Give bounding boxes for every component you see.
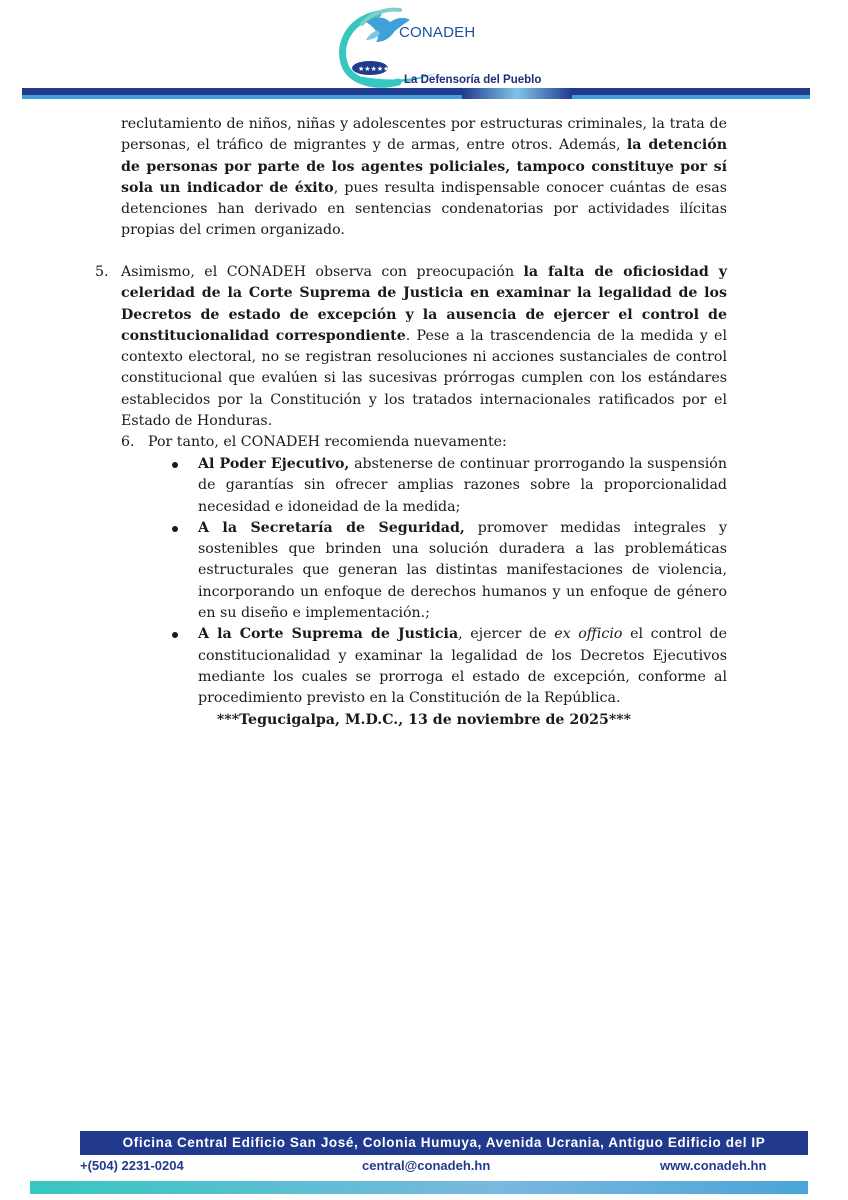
- svg-text:★★★★★: ★★★★★: [358, 65, 390, 73]
- continued-paragraph: [121, 114, 727, 242]
- recommendation-text: el control de constitucionalidad y examinar la legalidad de los Decretos Ejecutivos mediante los cuales se prorroga el estado de excepción, conforme al procedimiento previsto en la Constitución de la República.: [198, 626, 727, 707]
- footer-address: Oficina Central Edificio San José, Colonia Humuya, Avenida Ucrania, Antiguo Edificio del IP: [122, 1135, 766, 1150]
- list-item: [198, 624, 727, 709]
- recipient-label: Al Poder Ejecutivo,: [198, 456, 350, 472]
- recipient-label: A la Secretaría de Seguridad,: [198, 519, 465, 536]
- paragraph-bold-text: la falta de oficiosidad y celeridad de la Corte Suprema de Justicia en examinar la legalidad de los Decretos de estado de excepción y la ausencia de ejercer el control de constitucionalidad correspondiente: [121, 264, 727, 344]
- header-band-highlight: [462, 88, 572, 99]
- item-5-number: 5.: [95, 264, 109, 280]
- header-band-bottom: [22, 95, 810, 99]
- header-band: [22, 88, 810, 100]
- footer-email: central@conadeh.hn: [362, 1158, 491, 1173]
- closing-dateline: ***Tegucigalpa, M.D.C., 13 de noviembre de 2025***: [216, 712, 632, 728]
- logo-tagline: La Defensoría del Pueblo: [404, 74, 542, 86]
- logo-name: CONADEH: [399, 24, 476, 41]
- bullet-icon: [172, 526, 178, 532]
- footer-address-bar: [80, 1131, 808, 1155]
- recipient-label: A la Corte Suprema de Justicia: [198, 626, 459, 643]
- bullet-icon: [172, 462, 178, 468]
- paragraph-text: . Pese a la trascendencia de la medida y el contexto electoral, no se registran resoluciones ni acciones sustanciales de control constitucional que evalúen si las sucesivas prórrogas cumplen con los estándares establecidos por la Constitución y los tratados internacionales ratificados por el Estado de Honduras.: [121, 327, 727, 430]
- bullet-icon: [172, 632, 178, 638]
- paragraph-bold-text: la detención de personas por parte de los agentes policiales, tampoco constituye por sí sola un indicador de éxito: [121, 137, 728, 196]
- header-band-top: [22, 88, 810, 95]
- footer-website: www.conadeh.hn: [660, 1158, 767, 1173]
- recommendation-italic-text: ex officio: [554, 626, 623, 643]
- paragraph-text: Asimismo, el CONADEH observa con preocupación: [121, 264, 524, 280]
- item-5-paragraph: [121, 262, 727, 432]
- item-6-paragraph: Por tanto, el CONADEH recomienda nuevamente:: [148, 434, 507, 450]
- recommendation-text: promover medidas integrales y sostenibles que brinden una solución duradera a las problemáticas estructurales que generan las distintas manifestaciones de violencia, incorporando un enfoque de derechos humanos y un enfoque de género en su diseño e implementación.;: [198, 519, 728, 622]
- recommendation-text: abstenerse de continuar prorrogando la suspensión de garantías sin ofrecer amplias razones sobre la proporcionalidad necesidad e idoneidad de la medida;: [198, 456, 727, 515]
- list-item: [198, 518, 727, 624]
- recommendation-list: [198, 454, 727, 710]
- list-item: [198, 454, 727, 518]
- footer-phone: +(504) 2231-0204: [80, 1158, 184, 1173]
- footer-color-strip: [30, 1181, 808, 1194]
- item-6-number: 6.: [121, 434, 135, 450]
- recommendation-text: , ejercer de: [458, 626, 555, 643]
- paragraph-text: reclutamiento de niños, niñas y adolescentes por estructuras criminales, la trata de personas, el tráfico de migrantes y de armas, entre otros. Además,: [121, 116, 727, 154]
- paragraph-text: , pues resulta indispensable conocer cuántas de esas detenciones han derivado en sentencias condenatorias por actividades ilícitas propias del crimen organizado.: [121, 179, 727, 239]
